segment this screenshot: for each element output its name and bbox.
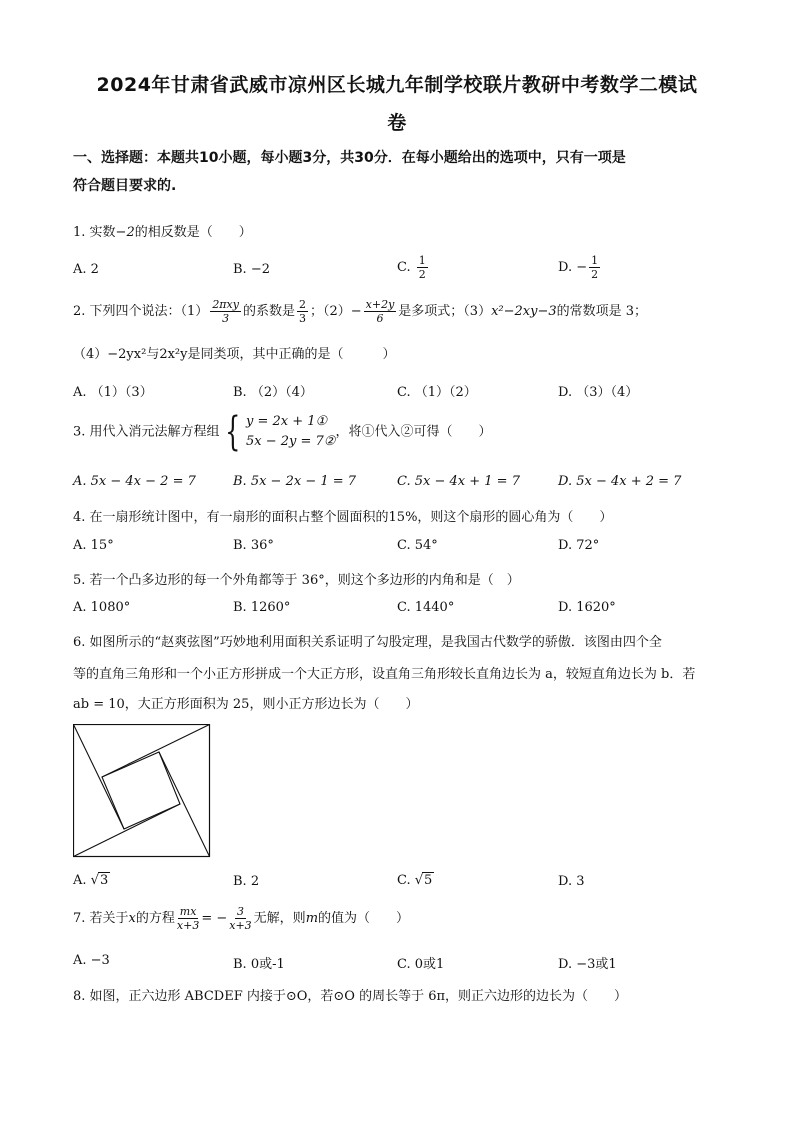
q7-option-a: A. −3 xyxy=(73,953,110,968)
q2-option-c: C. （1）（2） xyxy=(397,385,477,400)
q6-option-c: C. √5 xyxy=(397,873,433,888)
q2-text-c: ；（2）− xyxy=(309,304,362,319)
q4-option-d: D. 72° xyxy=(558,538,600,553)
q1-option-c xyxy=(397,254,430,281)
question-4-stem: 4. 在一扇形统计图中，有一扇形的面积占整个圆面积的15%，则这个扇形的圆心角为（ ） xyxy=(73,510,613,525)
q7-fraction-left: $\frac{mx}{x+3}$ xyxy=(176,905,200,932)
q7-text-d: 的值为（ ） xyxy=(318,911,410,926)
q1-number: −2 xyxy=(115,225,135,240)
q7-text-a: 7. 若关于 xyxy=(73,911,129,926)
triangle-edge-4 xyxy=(102,725,210,778)
question-2-stem xyxy=(73,298,647,325)
q2-text-e: 的常数项是 3； xyxy=(556,304,648,319)
q1-option-d-label: D. − xyxy=(558,260,588,275)
q2-fraction-2: $\frac{2}{3}$ xyxy=(298,298,306,325)
q7-text-b: 的方程 xyxy=(135,911,175,926)
q6-option-c-radicand: 5 xyxy=(424,873,433,888)
triangle-edge-3 xyxy=(159,752,210,857)
q6-option-a-label: A. xyxy=(73,873,87,888)
q3-equation-2: 5x − 2y = 7② xyxy=(246,434,336,449)
question-6-line2: 等的直角三角形和一个小正方形拼成一个大正方形，设直角三角形较长直角边长为 a，较短直角边长为 b．若 xyxy=(73,667,696,682)
q2-text-b: 的系数是 xyxy=(242,304,295,319)
question-2-line2: （4）−2yx²与2x²y是同类项，其中正确的是（ ） xyxy=(73,347,396,362)
section-heading-line1: 一、选择题：本题共10小题，每小题3分，共30分．在每小题给出的选项中，只有一项是 xyxy=(73,150,626,166)
q1-text-b: 的相反数是（ ） xyxy=(134,225,252,240)
q6-option-c-label: C. xyxy=(397,873,411,888)
outer-square xyxy=(74,725,210,857)
q5-option-b: B. 1260° xyxy=(233,600,291,615)
q3-option-b: B. 5x − 2x − 1 = 7 xyxy=(233,474,357,489)
zhao-shuang-figure-svg xyxy=(73,724,211,858)
q1-text-a: 1. 实数 xyxy=(73,225,116,240)
q5-option-d: D. 1620° xyxy=(558,600,616,615)
q7-variable-m: m xyxy=(305,911,319,926)
q6-option-d: D. 3 xyxy=(558,874,585,889)
question-7-stem xyxy=(73,905,409,932)
question-6-line3: ab = 10，大正方形面积为 25，则小正方形边长为（ ） xyxy=(73,697,419,712)
q2-fraction-3: $\frac{x+2y}{6}$ xyxy=(365,298,395,325)
section-heading-line2: 符合题目要求的. xyxy=(73,178,177,194)
q5-option-c: C. 1440° xyxy=(397,600,455,615)
q6-option-a: A. √3 xyxy=(73,873,109,888)
q3-text-a: 3. 用代入消元法解方程组 xyxy=(73,424,220,440)
triangle-edge-2 xyxy=(74,804,181,857)
q2-text-d: 是多项式；（3） xyxy=(398,304,492,319)
q1-option-c-fraction: $\frac{1}{2}$ xyxy=(418,254,426,281)
q1-option-b: B. −2 xyxy=(233,262,270,277)
triangle-edge-1 xyxy=(74,725,125,830)
q2-text-a: 2. 下列四个说法：（1） xyxy=(73,304,209,319)
q1-option-d-fraction: $\frac{1}{2}$ xyxy=(591,254,599,281)
q3-text-b: ，将①代入②可得（ ） xyxy=(335,424,492,440)
q2-fraction-1: $\frac{\text{2πxy}}{3}$ xyxy=(212,298,239,325)
q3-equation-system: { y = 2x + 1① 5x − 2y = 7② xyxy=(224,409,336,455)
q7-option-d: D. −3或1 xyxy=(558,957,617,972)
question-3-stem xyxy=(73,409,492,455)
q7-equals: = − xyxy=(201,911,228,926)
q3-option-d: D. 5x − 4x + 2 = 7 xyxy=(558,474,682,489)
q4-option-a: A. 15° xyxy=(73,538,114,553)
question-6-line1: 6. 如图所示的“赵爽弦图”巧妙地利用面积关系证明了勾股定理，是我国古代数学的骄傲．该图由四个全 xyxy=(73,635,662,650)
q7-fraction-right: $\frac{3}{x+3}$ xyxy=(229,905,252,932)
q5-option-a: A. 1080° xyxy=(73,600,131,615)
q2-option-a: A. （1）（3） xyxy=(73,385,153,400)
q4-option-b: B. 36° xyxy=(233,538,274,553)
section-heading xyxy=(73,144,733,200)
q7-variable-x: x xyxy=(128,911,136,926)
q2-expression-3: x²−2xy−3 xyxy=(491,304,557,319)
q3-option-a: A. 5x − 4x − 2 = 7 xyxy=(73,474,196,489)
q7-option-c: C. 0或1 xyxy=(397,957,445,972)
q1-option-c-label: C. xyxy=(397,260,411,275)
q2-option-b: B. （2）（4） xyxy=(233,385,313,400)
q3-option-c: C. 5x − 4x + 1 = 7 xyxy=(397,474,520,489)
q3-equation-1: y = 2x + 1① xyxy=(246,414,328,429)
q6-option-a-radicand: 3 xyxy=(99,873,109,888)
question-5-stem: 5. 若一个凸多边形的每一个外角都等于 36°，则这个多边形的内角和是（ ） xyxy=(73,573,520,588)
q4-option-c: C. 54° xyxy=(397,538,438,553)
q7-option-b: B. 0或-1 xyxy=(233,957,285,972)
inner-square xyxy=(102,752,180,829)
q7-text-c: 无解，则 xyxy=(253,911,306,926)
q1-option-d xyxy=(558,254,602,281)
question-8-stem: 8. 如图，正六边形 ABCDEF 内接于⊙O，若⊙O 的周长等于 6π，则正六边形的边长为（ ） xyxy=(73,989,628,1004)
q2-option-d: D. （3）（4） xyxy=(558,385,639,400)
zhao-shuang-diagram xyxy=(73,724,211,862)
q1-option-a: A. 2 xyxy=(73,262,99,277)
q6-option-b: B. 2 xyxy=(233,874,260,889)
exam-title-line1: 2024年甘肃省武威市凉州区长城九年制学校联片教研中考数学二模试 xyxy=(96,74,698,96)
exam-title-line2: 卷 xyxy=(387,112,407,134)
question-1-stem xyxy=(73,221,252,240)
